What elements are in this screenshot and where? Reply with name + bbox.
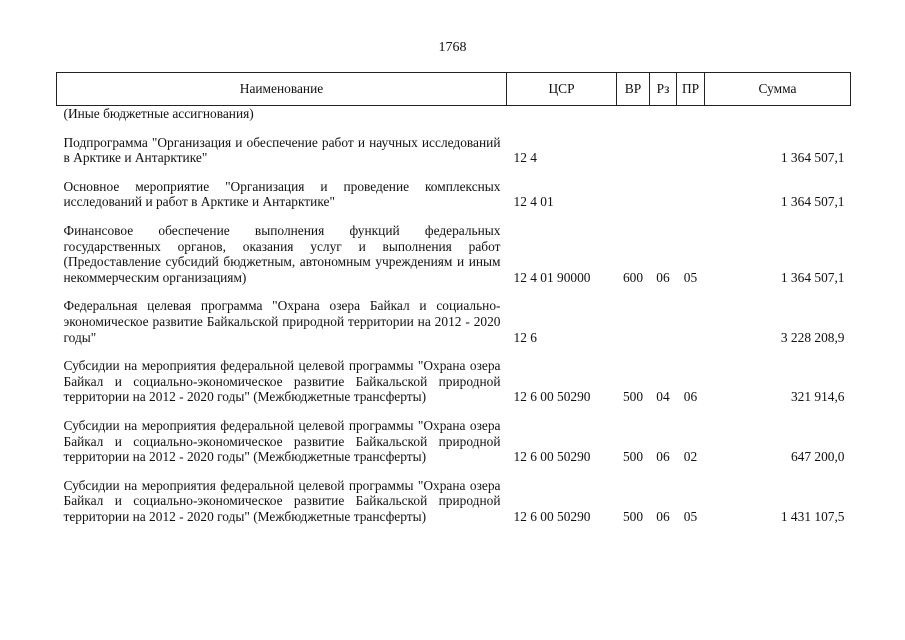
row-rz: 04 — [656, 389, 670, 405]
table-row — [57, 358, 851, 405]
col-header-csr: ЦСР — [507, 73, 617, 106]
row-vr: 500 — [622, 389, 644, 405]
row-name: Субсидии на мероприятия федеральной целевой программы "Охрана озера Байкал и социально-экономическое развитие Байкальской природной территории на 2012 - 2020 годы" (Межбюджетные трансферты) — [63, 358, 501, 405]
row-rz — [650, 298, 677, 345]
col-header-name: Наименование — [57, 73, 507, 106]
row-rz: 06 — [656, 449, 670, 465]
table-row — [57, 418, 851, 465]
row-pr — [677, 298, 705, 345]
table-row — [57, 298, 851, 345]
table-row — [57, 179, 851, 210]
row-vr — [617, 135, 650, 166]
row-pr — [677, 135, 705, 166]
row-csr: 12 6 00 50290 — [513, 508, 591, 524]
col-header-pr: ПР — [677, 73, 705, 106]
row-vr: 500 — [622, 508, 644, 524]
row-rz: 06 — [656, 269, 670, 285]
row-sum: 1 364 507,1 — [780, 269, 845, 285]
row-vr: 600 — [622, 269, 644, 285]
row-csr: 12 6 00 50290 — [513, 449, 591, 465]
row-rz — [650, 135, 677, 166]
col-header-rz: Рз — [650, 73, 677, 106]
row-sum: 1 364 507,1 — [780, 150, 845, 166]
row-name: Субсидии на мероприятия федеральной целевой программы "Охрана озера Байкал и социально-экономическое развитие Байкальской природной территории на 2012 - 2020 годы" (Межбюджетные трансферты) — [63, 477, 501, 524]
continued-row — [57, 106, 851, 122]
row-vr: 500 — [622, 449, 644, 465]
row-name: Финансовое обеспечение выполнения функций федеральных государственных органов, оказания услуг и выполнения работ (Предоставление субсидий бюджетным, автономным учреждениям и иным некоммерческим организациям) — [63, 222, 501, 285]
row-rz — [650, 179, 677, 210]
budget-table — [56, 72, 851, 524]
row-sum: 1 431 107,5 — [780, 508, 845, 524]
row-csr: 12 4 01 90000 — [513, 269, 591, 285]
row-rz: 06 — [656, 508, 670, 524]
page-number: 1768 — [438, 40, 467, 55]
row-csr: 12 6 — [513, 329, 537, 345]
table-row — [57, 135, 851, 166]
row-pr — [677, 179, 705, 210]
row-name: Субсидии на мероприятия федеральной целевой программы "Охрана озера Байкал и социально-экономическое развитие Байкальской природной территории на 2012 - 2020 годы" (Межбюджетные трансферты) — [63, 417, 501, 465]
col-header-sum: Сумма — [705, 73, 851, 106]
row-pr: 05 — [683, 269, 698, 285]
row-pr: 06 — [683, 389, 698, 405]
row-csr: 12 6 00 50290 — [513, 389, 591, 405]
table-header — [57, 73, 851, 106]
row-name: Подпрограмма "Организация и обеспечение работ и научных исследований в Арктике и Антарктике" — [63, 134, 501, 166]
col-header-vr: ВР — [617, 73, 650, 106]
row-csr: 12 4 01 — [513, 194, 554, 210]
table-row — [57, 223, 851, 285]
row-vr — [617, 298, 650, 345]
row-sum: 1 364 507,1 — [780, 194, 845, 210]
table-row — [57, 478, 851, 525]
row-name: Федеральная целевая программа "Охрана озера Байкал и социально-экономическое развитие Байкальской природной территории на 2012 - 2020 годы" — [63, 298, 501, 345]
row-pr: 02 — [683, 449, 698, 465]
continued-text: (Иные бюджетные ассигнования) — [63, 106, 254, 121]
row-sum: 3 228 208,9 — [780, 329, 845, 345]
row-pr: 05 — [683, 508, 698, 524]
row-vr — [617, 179, 650, 210]
row-sum: 647 200,0 — [790, 449, 845, 465]
row-sum: 321 914,6 — [790, 389, 845, 405]
row-name: Основное мероприятие "Организация и проведение комплексных исследований и работ в Арктике и Антарктике" — [63, 178, 501, 210]
row-csr: 12 4 — [513, 150, 537, 166]
